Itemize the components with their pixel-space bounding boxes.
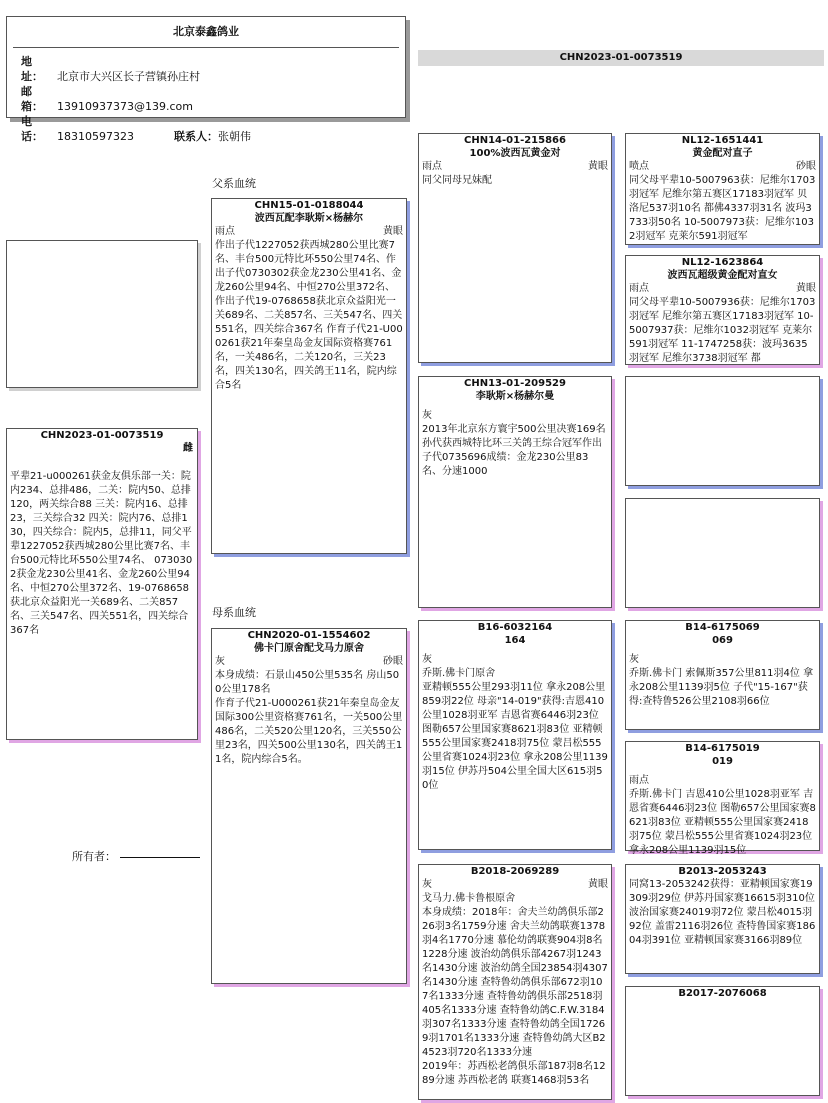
pedigree-ring-banner: CHN2023-01-0073519	[418, 50, 824, 66]
dam-dam-ring-number: B2018-2069289	[470, 866, 560, 877]
sire-sire-color: 雨点	[422, 161, 442, 172]
sire-dam-ring-number: CHN13-01-209529	[464, 378, 566, 389]
address-value: 北京市大兴区长子营镇孙庄村	[57, 70, 200, 83]
sire-dam-box	[418, 376, 612, 608]
dsd-short-id: 019	[712, 756, 733, 767]
subject-sex: 雌	[183, 443, 193, 454]
dam-color: 灰	[215, 656, 225, 667]
sss-ring-number: NL12-1651441	[681, 135, 764, 146]
dam-sire-ring-number: B16-6032164	[477, 622, 553, 633]
dam-dam-attributes	[419, 878, 611, 892]
ssd-attributes	[626, 282, 819, 296]
sire-eye: 黄眼	[383, 226, 403, 237]
dss-box	[625, 620, 820, 730]
dam-sire-short-id: 164	[504, 635, 526, 646]
dss-record: 乔斯.佛卡门 索佩斯357公里811羽4位 拿永208公里1139羽5位 子代"15-167"获得:查特鲁526公里2108羽66位	[629, 668, 814, 707]
ssd-eye: 黄眼	[796, 283, 816, 294]
photo-placeholder	[6, 240, 198, 388]
dam-sire-record: 乔斯.佛卡门原舍 亚精顿555公里293羽11位 拿永208公里859羽22位 母亲"14-019"获得:吉恩410公里1028羽亚军 吉恩省赛6446羽23位 图勒657公里国家赛8621羽83位 亚精顿555公里国家赛2418羽75位 蒙吕松555公里省赛1024羽23位 拿永208公里1139羽15位 伊苏丹504公里全国大区615羽50位	[422, 668, 608, 791]
dsd-color: 雨点	[629, 775, 649, 786]
dss-ring-number: B14-6175069	[685, 622, 760, 633]
breeder-info-box	[6, 16, 406, 143]
sss-box	[625, 133, 820, 245]
sire-color: 雨点	[215, 226, 235, 237]
dds-box	[625, 864, 820, 974]
dss-color: 灰	[629, 654, 639, 665]
ssd-box	[625, 255, 820, 365]
sire-sire-record: 同父同母兄妹配	[422, 175, 492, 186]
dam-dam-record: 戈马力.佛卡鲁根原舍 本身成绩：2018年：舍夫兰幼鸽俱乐部226羽3名1759分速 舍夫兰幼鸽联赛1378羽4名1770分速 慕伦幼鸽联赛904羽8名1228分速 波治幼鸽俱乐部4267羽1243名1430分速 波治幼鸽全国23854羽4307名1430分速 查特鲁幼鸽俱乐部672羽107名1333分速 查特鲁幼鸽俱乐部2518羽405名1333分速 查特鲁幼鸽C.F.W.3184羽307名1333分速 查特鲁幼鸽全国17269羽1701名1333分速 查特鲁幼鸽大区B2 4523羽720名1333分速 2019年：苏西松老鸽俱乐部187羽8名1289分速 苏西松老鸽 联赛1468羽53名	[422, 893, 608, 1086]
contact-value: 张朝伟	[217, 130, 251, 143]
dam-sire-box	[418, 620, 612, 850]
sire-sire-box	[418, 133, 612, 363]
ssd-color: 雨点	[629, 283, 649, 294]
ddd-ring-number: B2017-2076068	[678, 988, 767, 999]
sire-dam-color: 灰	[422, 410, 432, 421]
dam-dam-box	[418, 864, 612, 1100]
sss-attributes	[626, 160, 819, 174]
address-label: 地 址：	[21, 55, 43, 83]
dam-dam-color: 灰	[422, 879, 432, 890]
dsd-ring-number: B14-6175019	[685, 743, 760, 754]
subject-ring-number: CHN2023-01-0073519	[40, 430, 164, 441]
dam-sire-color: 灰	[422, 654, 432, 665]
ddd-box	[625, 986, 820, 1096]
dam-ring-number: CHN2020-01-1554602	[247, 630, 371, 641]
sire-attributes	[212, 225, 406, 239]
subject-pigeon-box	[6, 428, 198, 740]
owner-label: 所有者：	[72, 850, 116, 863]
sds-box-empty	[625, 376, 820, 486]
sss-color: 喷点	[629, 161, 649, 172]
sss-record: 同父母平辈10-5007963获：尼维尔1703羽冠军 尼维尔第五赛区17183羽冠军 贝洛尼537羽10名 都佛4337羽31名 波玛3733羽50名 10-5007973获：尼维尔1032羽冠军 克莱尔591羽冠军	[629, 175, 816, 242]
sire-name: 波西瓦配李耿斯×杨赫尔	[254, 213, 364, 224]
breeder-contact-info	[21, 54, 251, 144]
phone-label: 电 话：	[21, 115, 43, 143]
dsd-box	[625, 741, 820, 856]
dam-box	[211, 628, 407, 984]
contact-label: 联系人：	[173, 130, 218, 143]
sire-dam-name: 李耿斯×杨赫尔曼	[475, 391, 555, 402]
sire-sire-attributes	[419, 160, 611, 174]
sire-sire-name: 100%波西瓦黄金对	[469, 148, 561, 159]
sire-box	[211, 198, 407, 554]
dds-record: 同窝13-2053242获得：亚精顿国家赛19309羽29位 伊苏丹国家赛16615羽310位 波治国家赛24019羽72位 蒙吕松4015羽 92位 盖雷2116羽26位 查特鲁国家赛18604羽391位 亚精顿国家赛3166羽89位	[629, 879, 819, 946]
dam-name: 佛卡门原舍配戈马力原舍	[254, 643, 364, 654]
dam-eye: 砂眼	[383, 656, 403, 667]
dam-dam-eye: 黄眼	[588, 879, 608, 890]
subject-record: 平辈21-u000261获金友俱乐部一关：院内234、总排486，二关：院内50、总排120，两关综合88 三关：院内16、总排23，三关综合32 四关：院内76、总排130，四关综合：院内5，总排11，同父平辈1227052获西城280公里比赛7名、丰台500元特比环550公里74名、 0730302获金龙230公里41名、金龙260公里94名、中恒270公里372名、19-0768658获北京众益阳光一关689名、二关857名、三关547名、四关551名，四关综合367名	[10, 471, 193, 636]
maternal-line-label: 母系血统	[212, 606, 256, 619]
sss-eye: 砂眼	[796, 161, 816, 172]
paternal-line-label: 父系血统	[212, 177, 256, 190]
dam-record: 本身成绩：石景山450公里535名 房山500公里178名 作育子代21-U000261获21年秦皇岛金友国际300公里资格赛761名，一关500公里486名，二关520公里120名，三关550公里23名，四关500公里130名，四关鸽王11名，院内综合5名。	[215, 670, 403, 765]
dss-short-id: 069	[712, 635, 733, 646]
ssd-name: 波西瓦超级黄金配对直女	[667, 270, 778, 281]
owner-line	[120, 857, 200, 858]
sss-name: 黄金配对直子	[692, 148, 753, 159]
email-label: 邮 箱：	[21, 85, 43, 113]
dam-attributes	[212, 655, 406, 669]
sire-ring-number: CHN15-01-0188044	[254, 200, 364, 211]
ssd-ring-number: NL12-1623864	[681, 257, 764, 268]
owner-field	[72, 850, 200, 864]
dsd-record: 乔斯.佛卡门 吉恩410公里1028羽亚军 吉恩省赛6446羽23位 图勒657公里国家赛8621羽83位 亚精顿555公里国家赛2418羽75位 蒙吕松555公里省赛1024羽23位 拿永208公里1139羽15位	[629, 789, 816, 856]
sdd-box-empty	[625, 498, 820, 608]
sire-sire-eye: 黄眼	[588, 161, 608, 172]
sire-record: 作出子代1227052获西城280公里比赛7名、丰台500元特比环550公里74名、作出子代0730302获金龙230公里41名、金龙260公里94名、中恒270公里372名、 作出子代19-0768658获北京众益阳光一关689名、二关857名、三关547名、四关551名，四关综合367名 作育子代21-U000261获21年秦皇岛金友国际资格赛761名，一关486名，二关120名，三关23名，四关130名，四关鸽王11名，院内综合5名	[215, 240, 403, 391]
breeder-name: 北京泰鑫鸽业	[173, 25, 239, 38]
sire-dam-record: 2013年北京东方寰宇500公里决赛169名孙代获西城特比环三关鸽王综合冠军作出子代0735696成绩：金龙230公里83名、分速1000	[422, 424, 606, 477]
email-value: 13910937373@139.com	[57, 100, 193, 113]
phone-value: 18310597323	[57, 130, 134, 143]
ssd-record: 同父母平辈10-5007936获：尼维尔1703羽冠军 尼维尔第五赛区17183羽冠军 10-5007937获：尼维尔1032羽冠军 克莱尔591羽冠军 11-1747258获：波玛3635羽冠军 尼维尔3738羽冠军 都	[629, 297, 816, 364]
divider	[13, 47, 399, 48]
sire-sire-ring-number: CHN14-01-215866	[464, 135, 566, 146]
dds-ring-number: B2013-2053243	[678, 866, 767, 877]
